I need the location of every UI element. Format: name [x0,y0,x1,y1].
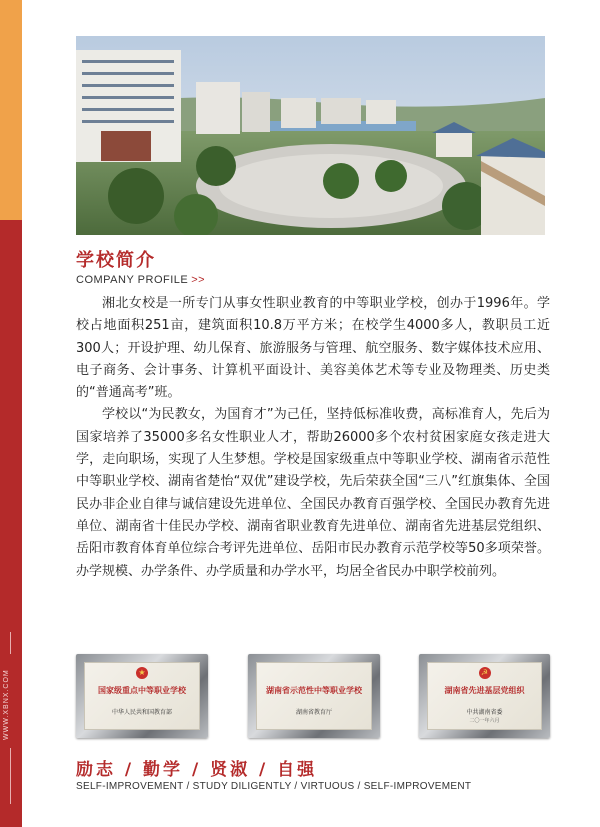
party-emblem-icon: ☭ [479,667,491,679]
plaque-issuer: 中华人民共和国教育部 [111,709,172,716]
campus-photo-illustration [76,36,545,235]
campus-aerial-photo [76,36,545,235]
plaque-date: 二〇一年六月 [469,718,500,724]
plaque-title: 湖南省示范性中等职业学校 [266,685,362,695]
plaque-face [427,662,542,730]
national-emblem-icon: ★ [136,667,148,679]
profile-body [76,293,550,583]
plaque-title: 国家级重点中等职业学校 [98,685,186,695]
side-divider-bottom [10,748,11,804]
plaque-issuer: 中共湖南省委 [466,709,503,716]
award-plaque-3 [419,654,550,738]
profile-paragraph-2: 学校以“为民教女，为国育才”为己任，坚持低标准收费，高标准育人，先后为国家培养了35000多名女性职业人才，帮助26000多个农村贫困家庭女孩走进大学，走向职场，实现了人生梦想。学校是国家级重点中等职业学校、湖南省示范性中等职业学校、湖南省楚怡“双优”建设学校，先后荣获全国“三八”红旗集体、全国民办非企业自律与诚信建设先进单位、全国民办教育百强学校、全国民办教育先进单位、湖南省十佳民办学校、湖南省职业教育先进单位、湖南省先进基层党组织、岳阳市教育体育单位综合考评先进单位、岳阳市民办教育示范学校等50多项荣誉。办学规模、办学条件、办学质量和办学水平，均居全省民办中职学校前列。 [76,407,550,579]
school-motto-english: SELF-IMPROVEMENT / STUDY DILIGENTLY / VIRTUOUS / SELF-IMPROVEMENT [76,781,472,792]
award-plaque-1 [76,654,208,738]
double-arrow-icon: >> [191,274,206,286]
plaque-face [84,662,200,730]
side-website-url: WWW.XBNX.COM [3,669,10,740]
section-subtitle-text: COMPANY PROFILE [76,274,189,286]
side-divider-top [10,632,11,654]
award-plaque-2 [248,654,380,738]
profile-paragraph-1: 湘北女校是一所专门从事女性职业教育的中等职业学校，创办于1996年。学校占地面积251亩，建筑面积10.8万平方米；在校学生4000多人，教职员工近300人；开设护理、幼儿保育、旅游服务与管理、航空服务、数字媒体技术应用、电子商务、会计事务、计算机平面设计、美容美体艺术等专业及物理类、历史类的“普通高考”班。 [76,296,550,401]
plaque-title: 湖南省先进基层党组织 [444,685,525,695]
side-bar-orange [0,0,22,220]
plaque-face [256,662,372,730]
section-title: 学校简介 [76,250,156,271]
plaque-issuer: 湖南省教育厅 [295,709,332,716]
section-subtitle [76,274,205,286]
award-plaques [76,654,550,738]
school-motto: 励志 / 勤学 / 贤淑 / 自强 [76,760,318,780]
